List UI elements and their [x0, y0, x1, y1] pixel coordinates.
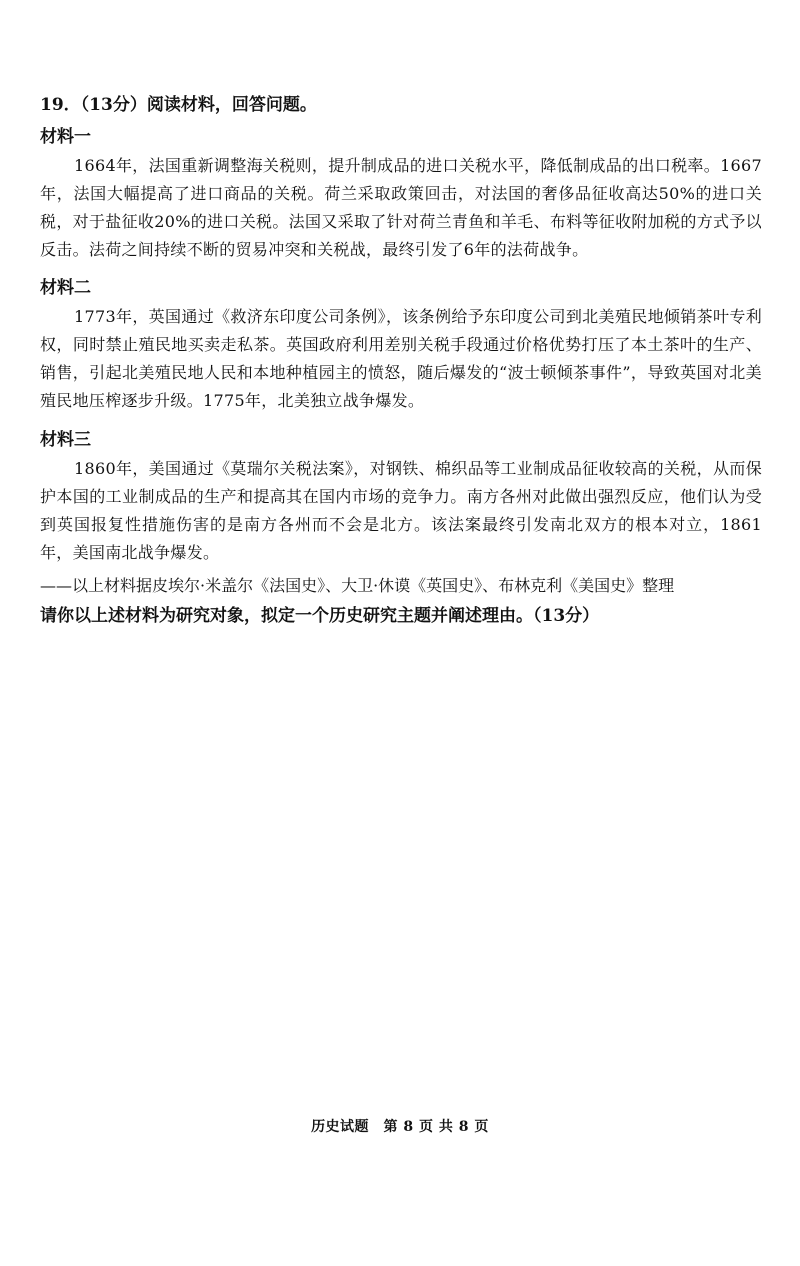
- material-heading: 材料二: [40, 278, 91, 298]
- material-text: 1860年，美国通过《莫瑞尔关税法案》，对钢铁、棉织品等工业制成品征收较高的关税，从而保护本国的工业制成品的生产和提高其在国内市场的竞争力。南方各州对此做出强烈反应，他们认为受到英国报复性措施伤害的是南方各州而不会是北方。该法案最终引发南北双方的根本对立，1861年，美国南北战争爆发。: [40, 459, 762, 562]
- material-one: [40, 124, 762, 264]
- question-prompt: 请你以上述材料为研究对象，拟定一个历史研究主题并阐述理由。（13分）: [40, 606, 600, 626]
- material-text: 1773年，英国通过《救济东印度公司条例》，该条例给予东印度公司到北美殖民地倾销茶叶专利权，同时禁止殖民地买卖走私茶。英国政府利用差别关税手段通过价格优势打压了本土茶叶的生产、销售，引起北美殖民地人民和本地种植园主的愤怒，随后爆发的“波士顿倾茶事件”，导致英国对北美殖民地压榨逐步升级。1775年，北美独立战争爆发。: [40, 307, 762, 410]
- material-heading: 材料一: [40, 127, 91, 147]
- material-two: [40, 275, 762, 415]
- source-citation: ——以上材料据皮埃尔·米盖尔《法国史》、大卫·休谟《英国史》、布林克利《美国史》整理: [40, 576, 675, 595]
- page-footer: 历史试题 第 8 页 共 8 页: [311, 1119, 489, 1135]
- material-text: 1664年，法国重新调整海关税则，提升制成品的进口关税水平，降低制成品的出口税率。1667年，法国大幅提高了进口商品的关税。荷兰采取政策回击，对法国的奢侈品征收高达50%的进口关税，对于盐征收20%的进口关税。法国又采取了针对荷兰青鱼和羊毛、布料等征收附加税的方式予以反击。法荷之间持续不断的贸易冲突和关税战，最终引发了6年的法荷战争。: [40, 156, 762, 259]
- material-heading: 材料三: [40, 430, 91, 450]
- material-three: [40, 427, 762, 567]
- question-title: 19．（13分）阅读材料，回答问题。: [40, 95, 317, 115]
